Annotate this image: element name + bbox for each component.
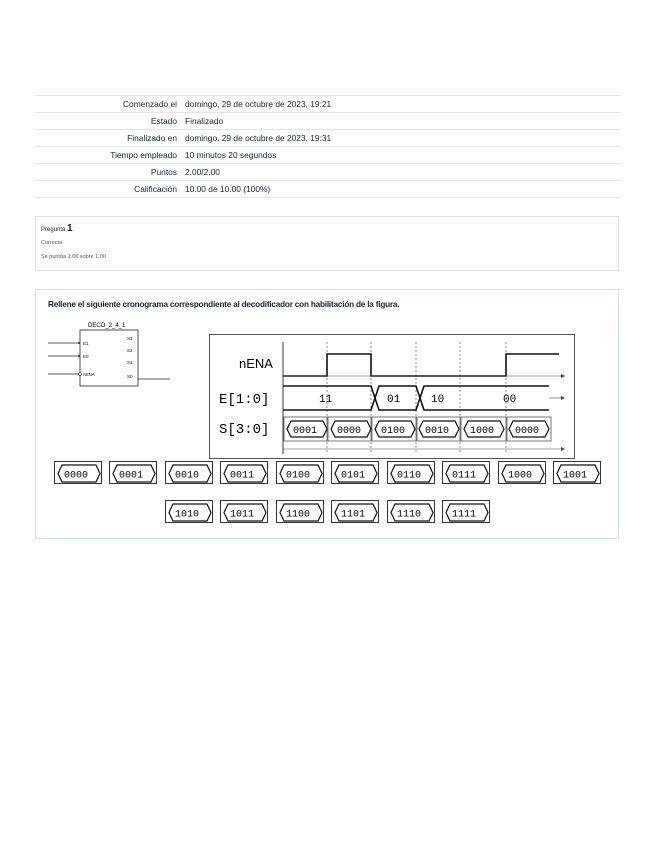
signal-label-nena: nENA [239, 356, 273, 371]
s-placed-value: 0000 [515, 426, 540, 437]
question-info-box [35, 216, 619, 271]
question-prefix: Pregunta [41, 227, 66, 233]
choice-label: 0000 [64, 470, 89, 482]
choice-label: 1011 [230, 509, 255, 521]
question-grade: Se puntúa 1.00 sobre 1.00 [41, 254, 106, 260]
choice-1011[interactable] [220, 500, 268, 523]
question-content-box [35, 289, 619, 539]
choice-1001[interactable] [553, 461, 601, 484]
choice-bus-shape [445, 464, 489, 483]
summary-value: 10.00 de 10.00 (100%) [185, 184, 271, 194]
choice-label: 1010 [175, 509, 200, 521]
choice-label: 0001 [119, 470, 144, 482]
summary-value: 2.00/2.00 [185, 167, 220, 177]
choice-label: 1110 [397, 509, 422, 521]
choice-label: 0111 [452, 470, 477, 482]
summary-value: domingo, 29 de octubre de 2023, 19:21 [185, 99, 332, 109]
choice-0001[interactable] [109, 461, 157, 484]
summary-row-time-taken [35, 147, 620, 164]
summary-label: Puntos [150, 167, 177, 177]
e-value: 10 [431, 394, 445, 406]
choice-1101[interactable] [331, 500, 379, 523]
output-label: S1 [127, 360, 133, 365]
choice-label: 0110 [397, 470, 422, 482]
choice-bus-shape [279, 503, 323, 522]
input-label: nENA [83, 372, 95, 377]
choice-bus-shape [334, 464, 378, 483]
choice-label: 1101 [341, 509, 366, 521]
summary-row-started [35, 96, 620, 113]
choice-0111[interactable] [442, 461, 490, 484]
e-value: 00 [503, 394, 517, 406]
choice-bus-shape [223, 464, 267, 483]
signal-label-s: S[3:0] [219, 422, 270, 438]
summary-row-grade [35, 181, 620, 198]
choice-label: 1001 [563, 470, 588, 482]
decoder-title: DECO_2_4_1 [88, 323, 126, 329]
summary-label: Tiempo empleado [110, 150, 177, 160]
s-placed-value: 1000 [470, 426, 495, 437]
e-value: 01 [387, 394, 401, 406]
summary-label: Calificación [134, 184, 177, 194]
e-value: 11 [319, 394, 333, 406]
output-label: S0 [127, 374, 133, 379]
choice-bus-shape [556, 464, 600, 483]
summary-row-marks [35, 164, 620, 181]
choice-bus-shape [112, 464, 156, 483]
choice-bus-shape [168, 503, 212, 522]
s-placed-value: 0010 [425, 426, 450, 437]
choice-1111[interactable] [442, 500, 490, 523]
choice-label: 1000 [508, 470, 533, 482]
summary-value: domingo, 29 de octubre de 2023, 19:31 [185, 133, 332, 143]
choice-label: 0011 [230, 470, 255, 482]
s-placed-value: 0001 [293, 426, 318, 437]
question-text: Rellene el siguiente cronograma correspondiente al decodificador con habilitación de la figura. [48, 300, 400, 309]
question-number-value: 1 [67, 223, 73, 234]
question-number [41, 223, 613, 234]
choice-0011[interactable] [220, 461, 268, 484]
choice-0010[interactable] [165, 461, 213, 484]
choice-bus-shape [279, 464, 323, 483]
summary-row-finished [35, 130, 620, 147]
summary-row-state [35, 113, 620, 130]
input-label: E1 [83, 341, 89, 346]
choice-label: 1111 [452, 509, 477, 521]
choice-label: 0101 [341, 470, 366, 482]
input-pin [78, 355, 80, 357]
question-state: Correcta [41, 240, 63, 246]
timing-diagram [209, 334, 575, 459]
s-placed-value: 0100 [381, 426, 406, 437]
quiz-summary-table [35, 95, 620, 198]
choice-bus-shape [445, 503, 489, 522]
choice-label: 0010 [175, 470, 200, 482]
choice-1100[interactable] [276, 500, 324, 523]
choice-0101[interactable] [331, 461, 379, 484]
output-label: S3 [127, 336, 133, 341]
choice-0000[interactable] [54, 461, 102, 484]
choice-bus-shape [390, 464, 434, 483]
choice-1010[interactable] [165, 500, 213, 523]
summary-value: Finalizado [185, 116, 224, 126]
summary-label: Finalizado en [127, 133, 177, 143]
s-placed-value: 0000 [337, 426, 362, 437]
choice-0110[interactable] [387, 461, 435, 484]
choice-label: 1100 [286, 509, 311, 521]
signal-label-e: E[1:0] [219, 392, 270, 408]
choice-bus-shape [501, 464, 545, 483]
choice-label: 0100 [286, 470, 311, 482]
summary-value: 10 minutos 20 segundos [185, 150, 277, 160]
choice-0100[interactable] [276, 461, 324, 484]
choice-bus-shape [334, 503, 378, 522]
choice-1000[interactable] [498, 461, 546, 484]
inverter-bubble [79, 373, 82, 376]
summary-label: Comenzado el [122, 99, 177, 109]
input-label: E0 [83, 354, 89, 359]
summary-label: Estado [150, 116, 177, 126]
choice-1110[interactable] [387, 500, 435, 523]
choice-bus-shape [223, 503, 267, 522]
choice-bus-shape [57, 464, 101, 483]
output-label: S2 [127, 348, 133, 353]
decoder-block-diagram [44, 318, 184, 393]
choice-bus-shape [168, 464, 212, 483]
choice-bus-shape [390, 503, 434, 522]
input-pin [78, 342, 80, 344]
